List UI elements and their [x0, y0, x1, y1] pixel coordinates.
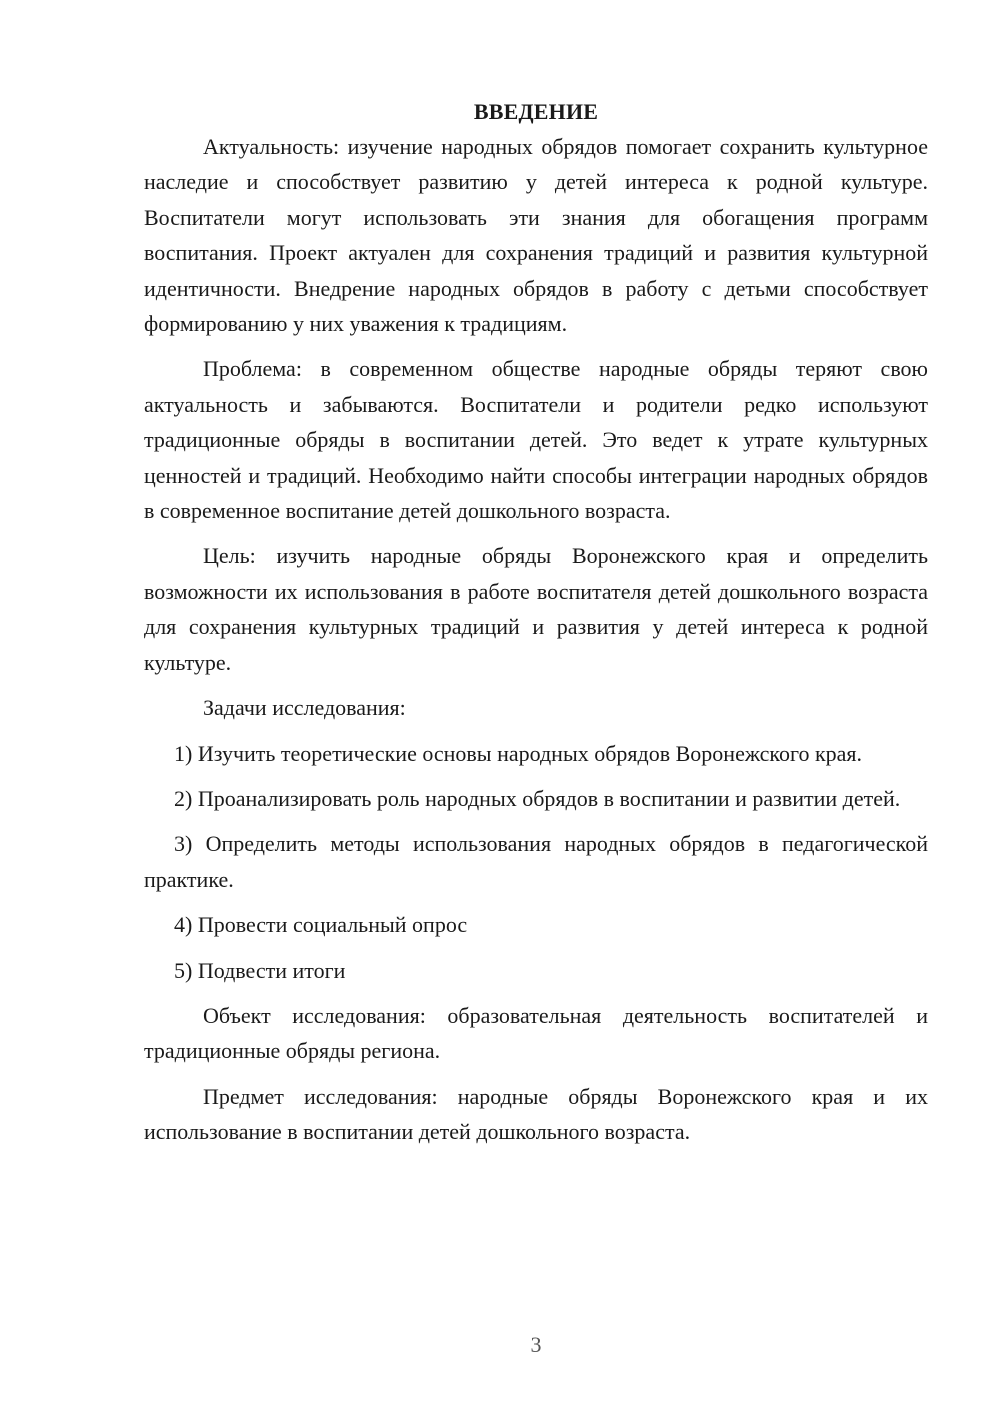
document-page: [144, 94, 928, 1150]
list-item: 3) Определить методы использования народных обрядов в педагогической практике.: [144, 831, 928, 892]
problem-paragraph: Проблема: в современном обществе народные обряды теряют свою актуальность и забываются. Воспитатели и родители редко используют традиционные обряды в воспитании детей. Это ведет к утрате культурных ценностей и традиций. Необходимо найти способы интеграции народных обрядов в современное воспитание детей дошкольного возраста.: [144, 356, 928, 524]
list-item: 5) Подвести итоги: [174, 957, 346, 983]
list-item: 2) Проанализировать роль народных обрядов в воспитании и развитии детей.: [174, 785, 901, 811]
object-paragraph: Объект исследования: образовательная деятельность воспитателей и традиционные обряды региона.: [144, 1002, 928, 1064]
relevance-paragraph: Актуальность: изучение народных обрядов помогает сохранить культурное наследие и способствует развитию у детей интереса к родной культуре. Воспитатели могут использовать эти знания для обогащения программ воспитания. Проект актуален для сохранения традиций и развития культурной идентичности. Внедрение народных обрядов в работу с детьми способствует формированию у них уважения к традициям.: [144, 134, 928, 337]
goal-paragraph: Цель: изучить народные обряды Воронежского края и определить возможности их использования в работе воспитателя детей дошкольного возраста для сохранения культурных традиций и развития у детей интереса к родной культуре.: [144, 543, 928, 675]
page-title: ВВЕДЕНИЕ: [473, 99, 599, 124]
list-item: 4) Провести социальный опрос: [174, 912, 468, 938]
tasks-list: [144, 736, 928, 988]
subject-paragraph: Предмет исследования: народные обряды Воронежского края и их использование в воспитании детей дошкольного возраста.: [144, 1083, 928, 1145]
tasks-title: Задачи исследования:: [203, 695, 406, 721]
list-item: 1) Изучить теоретические основы народных обрядов Воронежского края.: [174, 740, 863, 766]
page-number: 3: [530, 1332, 542, 1357]
